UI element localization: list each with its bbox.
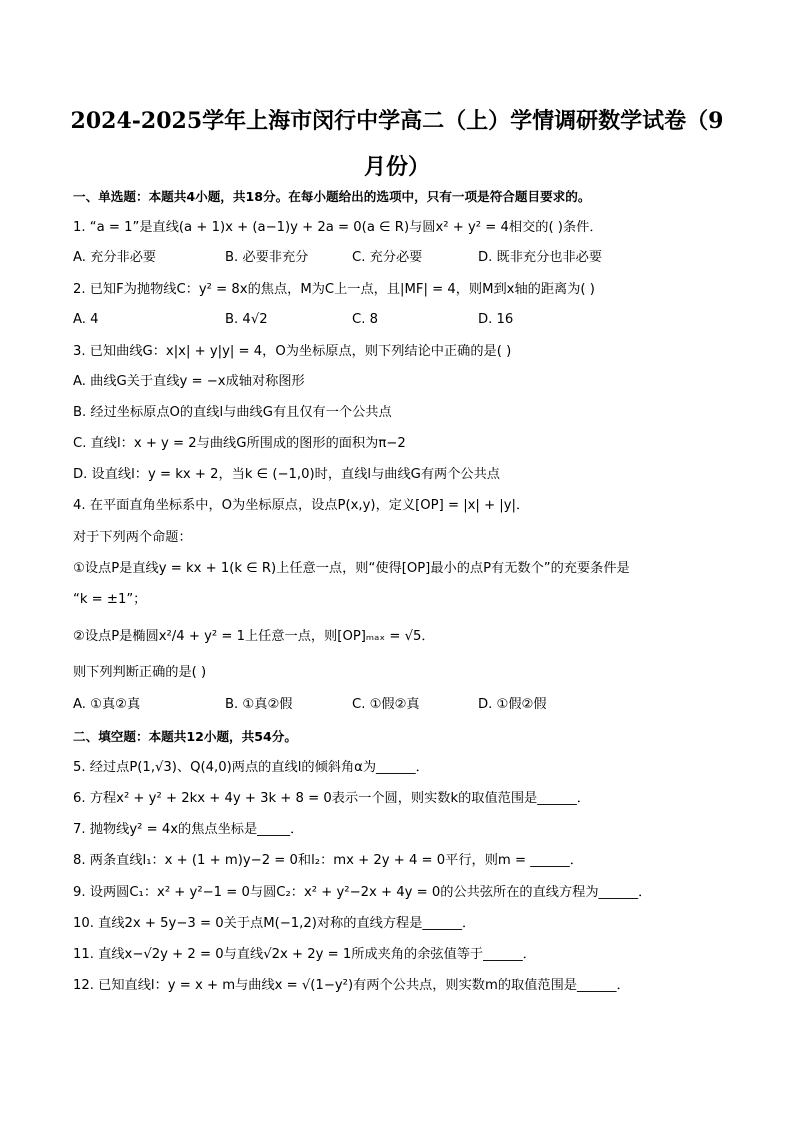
question-2-option-d: D. 16 (478, 312, 514, 327)
exam-title: 2024-2025学年上海市闵行中学高二（上）学情调研数学试卷（9月份） (70, 108, 724, 180)
question-4-option-a: A. ①真②真 (73, 697, 141, 712)
question-1-option-c: C. 充分必要 (352, 250, 423, 265)
fill-question-11: 11. 直线x−√2y + 2 = 0与直线√2x + 2y = 1所成夹角的余弦值等于______． (73, 947, 536, 962)
question-1-option-d: D. 既非充分也非必要 (478, 250, 603, 265)
question-3-option-c: C. 直线l：x + y = 2与曲线G所围成的图形的面积为π−2 (73, 436, 406, 451)
fill-question-8: 8. 两条直线l₁：x + (1 + m)y−2 = 0和l₂：mx + 2y + 4 = 0平行，则m = ______． (73, 853, 583, 868)
question-4-option-c: C. ①假②真 (352, 697, 420, 712)
question-4-ask: 则下列判断正确的是( ) (73, 665, 207, 680)
fill-question-12: 12. 已知直线l：y = x + m与曲线x = √(1−y²)有两个公共点，则实数m的取值范围是______． (73, 978, 630, 993)
question-4-proposition-1: ①设点P是直线y = kx + 1(k ∈ R)上任意一点，则“使得[OP]最小的点P有无数个”的充要条件是 (73, 561, 630, 576)
question-2-option-b: B. 4√2 (225, 312, 268, 327)
fill-question-5: 5. 经过点P(1,√3)、Q(4,0)两点的直线l的倾斜角α为______． (73, 760, 429, 775)
fill-question-10: 10. 直线2x + 5y−3 = 0关于点M(−1,2)对称的直线方程是______． (73, 916, 476, 931)
question-4-option-b: B. ①真②假 (225, 697, 293, 712)
question-4-proposition-2: ②设点P是椭圆x²/4 + y² = 1上任意一点，则[OP]ₘₐₓ = √5． (73, 629, 435, 644)
question-1-stem: 1. “a = 1”是直线(a + 1)x + (a−1)y + 2a = 0(a ∈ R)与圆x² + y² = 4相交的( )条件． (73, 220, 603, 235)
fill-question-6: 6. 方程x² + y² + 2kx + 4y + 3k + 8 = 0表示一个圆，则实数k的取值范围是______． (73, 791, 590, 806)
question-3-option-a: A. 曲线G关于直线y = −x成轴对称图形 (73, 374, 305, 389)
question-2-option-c: C. 8 (352, 312, 378, 327)
question-4-option-d: D. ①假②假 (478, 697, 547, 712)
question-4-stem: 4. 在平面直角坐标系中，O为坐标原点，设点P(x,y)，定义[OP] = |x| + |y|． (73, 498, 530, 513)
question-3-option-d: D. 设直线l：y = kx + 2，当k ∈ (−1,0)时，直线l与曲线G有两个公共点 (73, 467, 500, 482)
question-3-stem: 3. 已知曲线G：x|x| + y|y| = 4，O为坐标原点，则下列结论中正确的是( ) (73, 344, 512, 359)
question-2-option-a: A. 4 (73, 312, 99, 327)
question-3-option-b: B. 经过坐标原点O的直线l与曲线G有且仅有一个公共点 (73, 405, 392, 420)
question-4-proposition-1-cont: “k = ±1”； (73, 592, 147, 607)
question-1-option-a: A. 充分非必要 (73, 250, 157, 265)
section-single-choice-header: 一、单选题：本题共4小题，共18分。在每小题给出的选项中，只有一项是符合题目要求的。 (73, 189, 591, 204)
fill-question-9: 9. 设两圆C₁：x² + y²−1 = 0与圆C₂：x² + y²−2x + 4y = 0的公共弦所在的直线方程为______． (73, 885, 652, 900)
fill-question-7: 7. 抛物线y² = 4x的焦点坐标是_____． (73, 822, 304, 837)
section-fill-in-header: 二、填空题：本题共12小题，共54分。 (73, 729, 297, 744)
question-4-intro: 对于下列两个命题： (73, 530, 192, 545)
question-2-stem: 2. 已知F为抛物线C：y² = 8x的焦点，M为C上一点，且|MF| = 4，则M到x轴的距离为( ) (73, 282, 595, 297)
question-1-option-b: B. 必要非充分 (225, 250, 309, 265)
